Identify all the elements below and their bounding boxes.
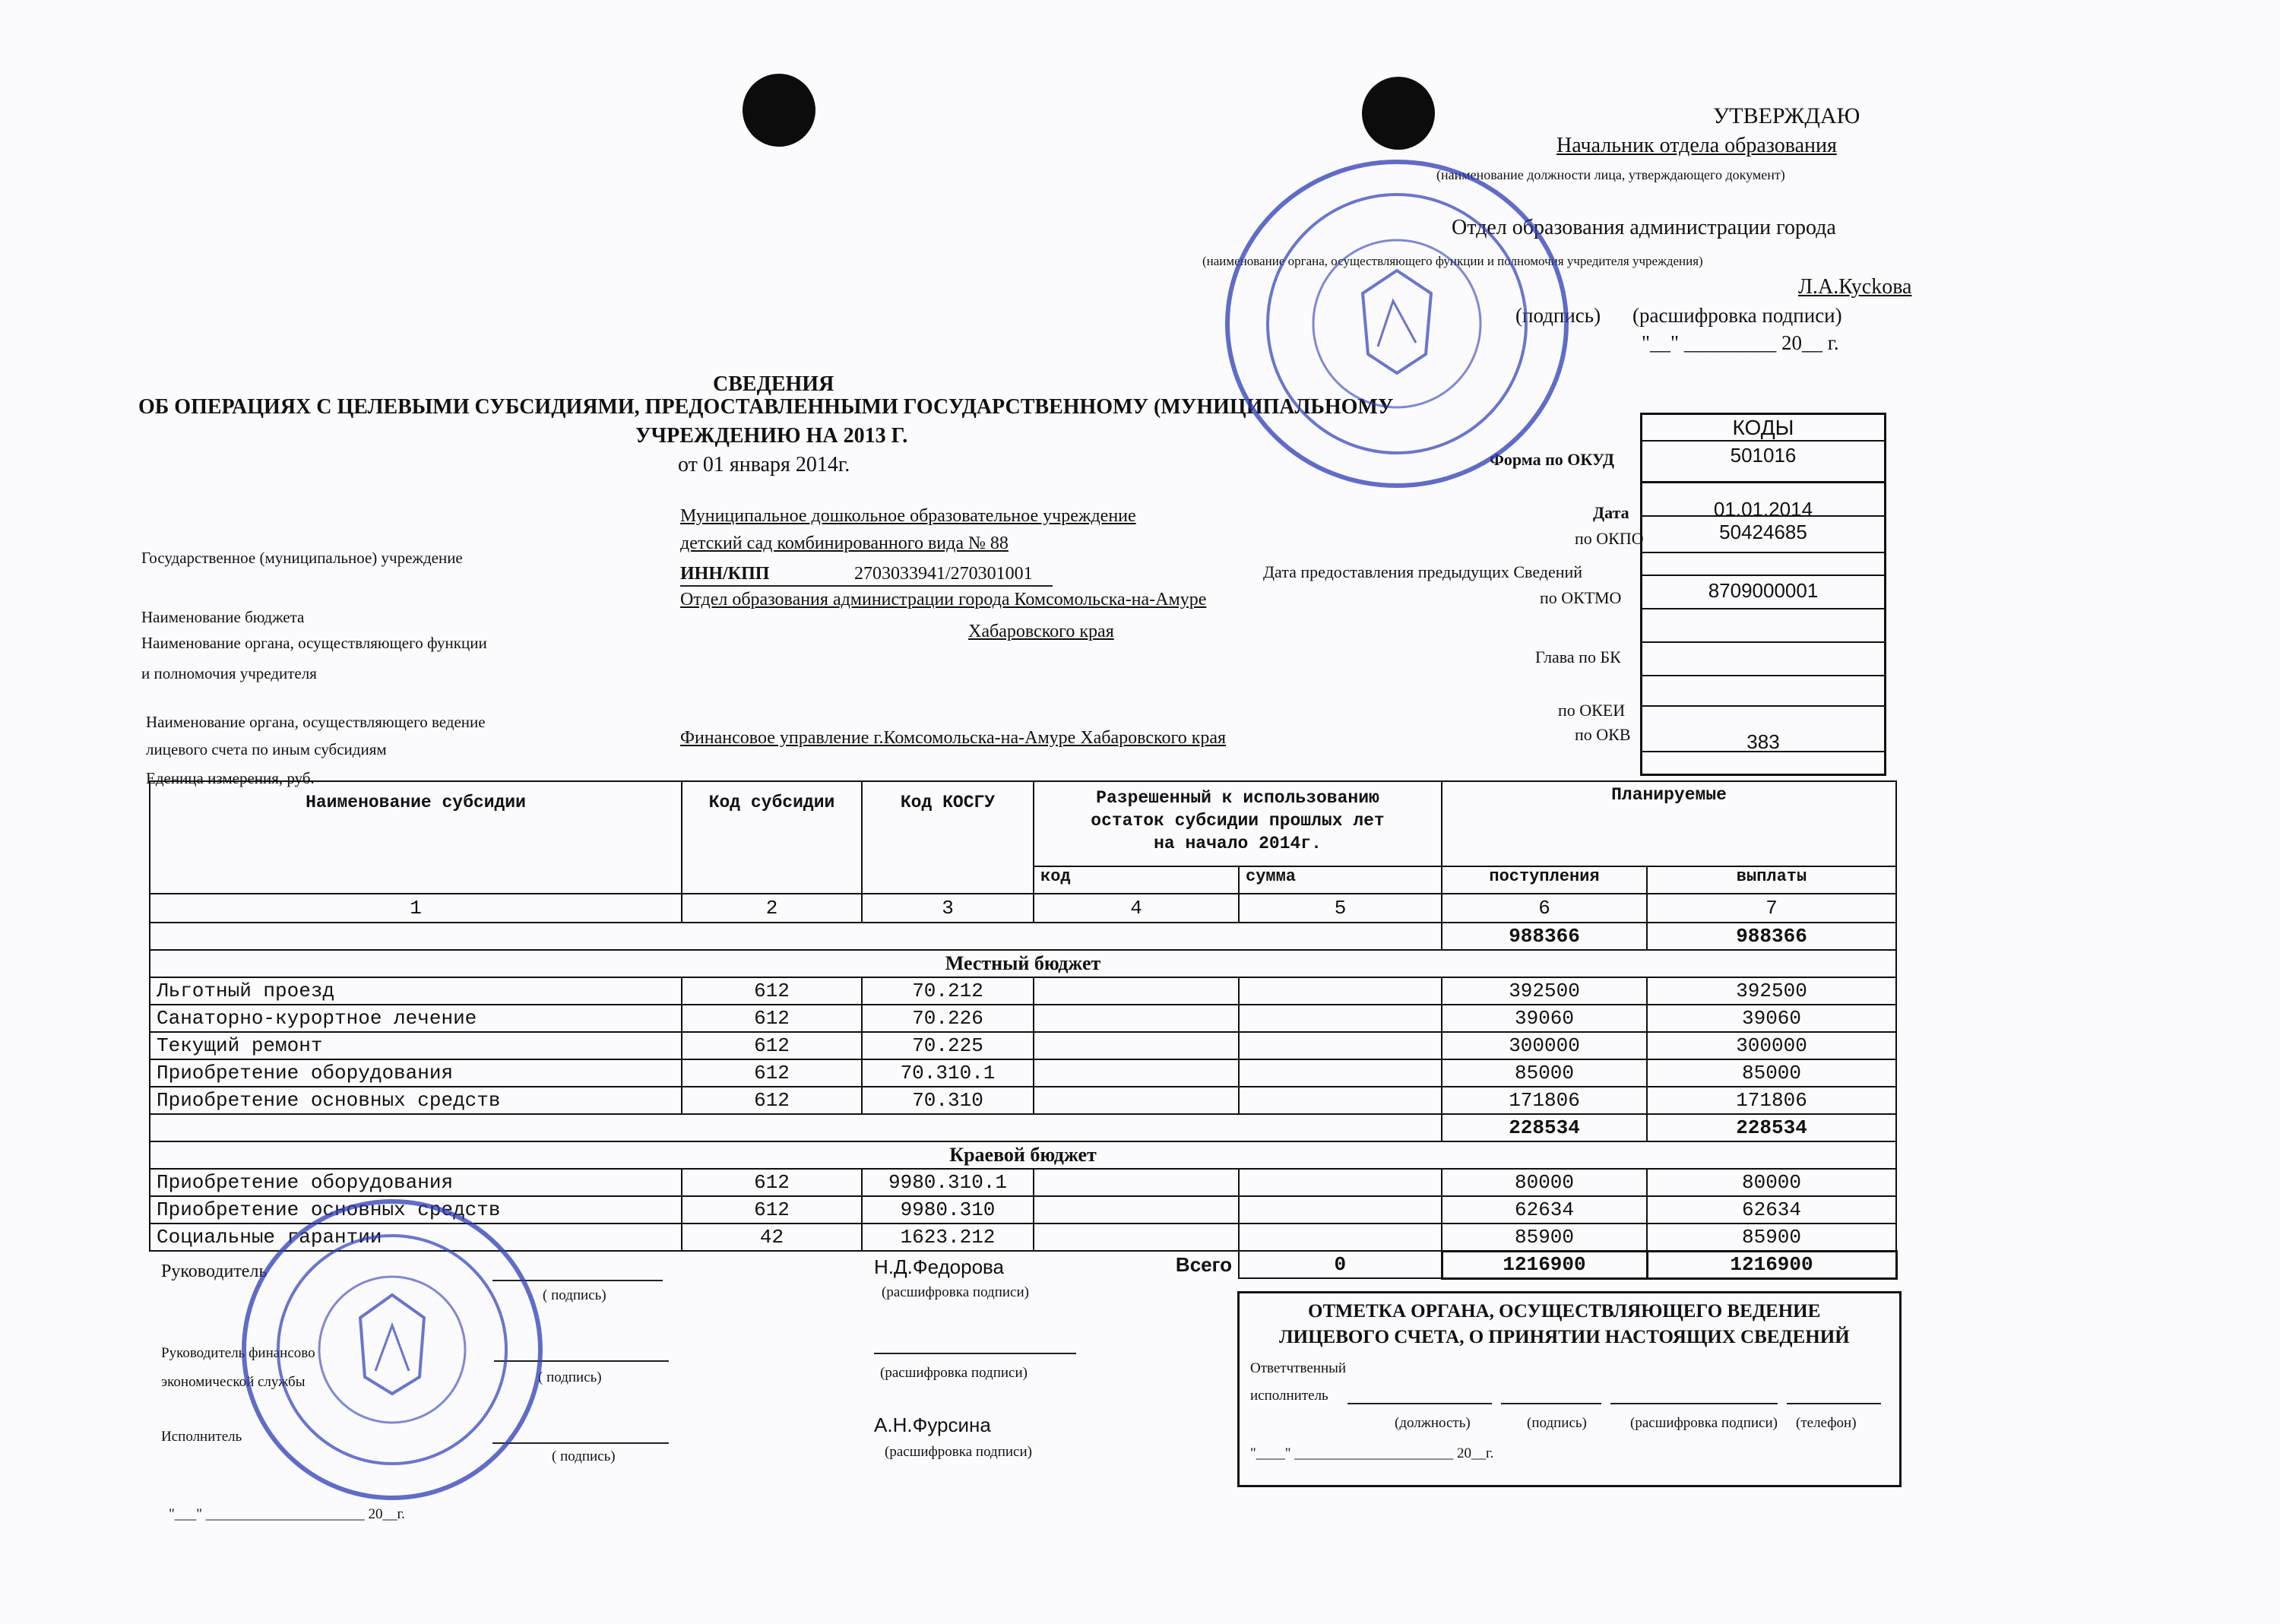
doc-title-line1: СВЕДЕНИЯ xyxy=(713,372,834,396)
row-summa xyxy=(1239,1196,1442,1224)
row-out: 85000 xyxy=(1647,1059,1896,1087)
regional-total-blank xyxy=(150,1114,1442,1141)
approver-position: Начальник отдела образования xyxy=(1556,134,1837,157)
education-dept-stamp xyxy=(1225,160,1569,488)
col-number: 2 xyxy=(682,894,862,923)
account-label-2: лицевого счета по иным субсидиям xyxy=(146,740,387,758)
row-kod xyxy=(1034,1169,1239,1196)
row-kosgu: 70.212 xyxy=(862,977,1034,1005)
inn-value: 2703033941/270301001 xyxy=(854,564,1033,584)
col-number: 1 xyxy=(150,894,682,923)
approver-name: Л.А.Кусkова xyxy=(1798,275,1912,299)
head-name: Н.Д.Федорова xyxy=(874,1255,1005,1278)
fin-label-1: Руководитель финансово xyxy=(161,1345,315,1361)
row-kod xyxy=(1034,1005,1239,1032)
row-summa xyxy=(1239,1169,1442,1196)
col-header-payments: выплаты xyxy=(1647,866,1896,894)
grand-total-out: 1216900 xyxy=(1647,1251,1896,1278)
table-header-row xyxy=(150,781,1896,866)
mark-sign-label: (подпись) xyxy=(1527,1415,1587,1431)
date-label: Дата xyxy=(1593,503,1629,522)
col-header-planned: Планируемые xyxy=(1442,781,1896,866)
approver-organ: Отдел образования администрации города xyxy=(1452,216,1836,239)
col-header-code: Код субсидии xyxy=(682,781,862,894)
inn-label: ИНН/КПП xyxy=(680,564,770,584)
fin-decode-label: (расшифровка подписи) xyxy=(880,1365,1028,1381)
row-kod xyxy=(1034,1059,1239,1087)
mark-phone-line xyxy=(1787,1403,1881,1404)
row-in: 171806 xyxy=(1442,1087,1647,1114)
row-kod xyxy=(1034,1224,1239,1251)
row-out: 85900 xyxy=(1647,1224,1896,1251)
approve-date-line: "__" _________ 20__ г. xyxy=(1642,331,1839,354)
row-out: 62634 xyxy=(1647,1196,1896,1224)
col-number: 4 xyxy=(1034,894,1239,923)
row-kosgu: 1623.212 xyxy=(862,1224,1034,1251)
account-mark-box xyxy=(1237,1291,1902,1487)
mark-date-line: "____" ______________________ 20__г. xyxy=(1250,1445,1494,1461)
kindergarten-stamp-icon xyxy=(246,1204,538,1496)
col-header-summa: сумма xyxy=(1239,866,1442,894)
prev-date-label: Дата предоставления предыдущих Сведений xyxy=(1263,562,1583,581)
head-sign-label: ( подпись) xyxy=(543,1287,606,1303)
codes-empty-row xyxy=(1642,609,1884,643)
row-name: Приобретение оборудования xyxy=(150,1059,682,1087)
col-header-name: Наименование субсидии xyxy=(150,781,682,894)
fin-sign-label: ( подпись) xyxy=(538,1369,602,1385)
budget-label: Наименование бюджета xyxy=(141,608,305,626)
unit-label: Еденица измерения, руб. xyxy=(146,769,315,787)
row-code: 612 xyxy=(682,1059,862,1087)
row-in: 85900 xyxy=(1442,1224,1647,1251)
mark-position-line xyxy=(1347,1403,1492,1404)
head-label: Руководитель xyxy=(161,1262,268,1281)
doc-date: от 01 января 2014г. xyxy=(678,453,850,476)
punch-hole-left xyxy=(743,74,815,147)
education-dept-stamp-icon xyxy=(1230,164,1564,483)
table-row xyxy=(150,1032,1896,1059)
founder-name-line2: Хабаровского края xyxy=(968,622,1114,641)
row-kosgu: 70.226 xyxy=(862,1005,1034,1032)
table-row xyxy=(150,977,1896,1005)
row-code: 612 xyxy=(682,1169,862,1196)
row-kosgu: 9980.310 xyxy=(862,1196,1034,1224)
local-section-row xyxy=(150,950,1896,977)
row-in: 62634 xyxy=(1442,1196,1647,1224)
row-summa xyxy=(1239,1224,1442,1251)
local-total-out: 988366 xyxy=(1647,923,1896,950)
grand-total-remain: 0 xyxy=(1239,1251,1442,1278)
row-in: 392500 xyxy=(1442,977,1647,1005)
table-row xyxy=(150,1169,1896,1196)
regional-section-title: Краевой бюджет xyxy=(150,1141,1896,1169)
oktmo-label: по ОКТМО xyxy=(1540,588,1622,607)
institution-name-line1: Муниципальное дошкольное образовательное учреждение xyxy=(680,506,1136,526)
local-section-title: Местный бюджет xyxy=(150,950,1896,977)
row-out: 171806 xyxy=(1647,1087,1896,1114)
okei-value: 383 xyxy=(1642,707,1884,752)
table-row xyxy=(150,1059,1896,1087)
row-out: 300000 xyxy=(1647,1032,1896,1059)
approver-signature-label: (подпись) xyxy=(1515,304,1601,327)
founder-label-2: и полномочия учредителя xyxy=(141,664,317,682)
col-header-remainder xyxy=(1034,781,1442,866)
row-code: 612 xyxy=(682,1087,862,1114)
mark-resp-2: исполнитель xyxy=(1250,1388,1328,1404)
row-kod xyxy=(1034,977,1239,1005)
prev-date-value xyxy=(1642,553,1884,576)
doc-title-line3: УЧРЕЖДЕНИЮ НА 2013 Г. xyxy=(635,424,908,448)
table-row xyxy=(150,1087,1896,1114)
row-out: 80000 xyxy=(1647,1169,1896,1196)
regional-section-row xyxy=(150,1141,1896,1169)
local-total-in: 988366 xyxy=(1442,923,1647,950)
oktmo-value: 8709000001 xyxy=(1642,576,1884,609)
mark-title-2: ЛИЦЕВОГО СЧЕТА, О ПРИНЯТИИ НАСТОЯЩИХ СВЕДЕНИЙ xyxy=(1279,1327,1850,1347)
row-name: Санаторно-курортное лечение xyxy=(150,1005,682,1032)
row-name: Текущий ремонт xyxy=(150,1032,682,1059)
codes-header: КОДЫ xyxy=(1642,415,1884,442)
date-value: 01.01.2014 xyxy=(1642,483,1884,517)
mark-decode-line xyxy=(1610,1403,1778,1404)
row-out: 392500 xyxy=(1647,977,1896,1005)
row-code: 612 xyxy=(682,1196,862,1224)
row-summa xyxy=(1239,1087,1442,1114)
founder-label-1: Наименование органа, осуществляющего функции xyxy=(141,634,487,652)
row-kosgu: 9980.310.1 xyxy=(862,1169,1034,1196)
row-kod xyxy=(1034,1087,1239,1114)
exec-sign-label: ( подпись) xyxy=(552,1448,616,1464)
institution-label: Государственное (муниципальное) учреждение xyxy=(141,549,463,567)
row-name: Льготный проезд xyxy=(150,977,682,1005)
doc-title-line2: ОБ ОПЕРАЦИЯХ С ЦЕЛЕВЫМИ СУБСИДИЯМИ, ПРЕДОСТАВЛЕННЫМИ ГОСУДАРСТВЕННОМУ (МУНИЦИПАЛЬНОМУ xyxy=(138,395,1394,419)
founder-name-line1: Отдел образования администрации города Комсомольска-на-Амуре xyxy=(680,590,1207,609)
codes-empty-row-2 xyxy=(1642,676,1884,707)
row-code: 612 xyxy=(682,977,862,1005)
row-name: Приобретение оборудования xyxy=(150,1169,682,1196)
okud-value: 501016 xyxy=(1642,442,1884,483)
kindergarten-stamp xyxy=(242,1199,543,1500)
okud-label: Форма по ОКУД xyxy=(1490,450,1614,469)
col-number: 3 xyxy=(862,894,1034,923)
approver-decode-label: (расшифровка подписи) xyxy=(1632,304,1842,327)
okpo-label: по ОКПО xyxy=(1575,529,1644,548)
mark-phone-label: (телефон) xyxy=(1796,1415,1857,1431)
head-decode-label: (расшифровка подписи) xyxy=(882,1284,1029,1300)
row-name: Приобретение основных средств xyxy=(150,1087,682,1114)
okv-value xyxy=(1642,752,1884,774)
col-number: 6 xyxy=(1442,894,1647,923)
row-kosgu: 70.310 xyxy=(862,1087,1034,1114)
signatures-date-line: "___" ______________________ 20__г. xyxy=(169,1506,405,1522)
remainder-line-3: на начало 2014г. xyxy=(1154,834,1322,853)
row-in: 300000 xyxy=(1442,1032,1647,1059)
col-header-receipts: поступления xyxy=(1442,866,1647,894)
institution-name-line2: детский сад комбинированного вида № 88 xyxy=(680,533,1009,553)
row-kosgu: 70.310.1 xyxy=(862,1059,1034,1087)
inn-underline xyxy=(680,585,1053,587)
row-summa xyxy=(1239,977,1442,1005)
row-kod xyxy=(1034,1032,1239,1059)
mark-title-1: ОТМЕТКА ОРГАНА, ОСУЩЕСТВЛЯЮЩЕГО ВЕДЕНИЕ xyxy=(1308,1301,1821,1322)
glava-value xyxy=(1642,643,1884,676)
mark-sign-line xyxy=(1501,1403,1601,1404)
remainder-line-1: Разрешенный к использованию xyxy=(1096,788,1379,808)
row-kod xyxy=(1034,1196,1239,1224)
okei-label: по ОКЕИ xyxy=(1558,701,1626,720)
grand-total-in: 1216900 xyxy=(1442,1251,1647,1278)
mark-resp-1: Ответчтвенный xyxy=(1250,1360,1347,1376)
exec-decode-label: (расшифровка подписи) xyxy=(885,1444,1032,1460)
row-summa xyxy=(1239,1032,1442,1059)
punch-hole-right xyxy=(1362,77,1435,150)
mark-decode-label: (расшифровка подписи) xyxy=(1630,1415,1778,1431)
row-kosgu: 70.225 xyxy=(862,1032,1034,1059)
col-header-kod: код xyxy=(1034,866,1239,894)
approver-position-note: (наименование должности лица, утверждающего документ) xyxy=(1436,167,1785,182)
exec-name: А.Н.Фурсина xyxy=(874,1413,991,1436)
mark-position-label: (должность) xyxy=(1395,1415,1471,1431)
row-code: 612 xyxy=(682,1005,862,1032)
regional-total-row xyxy=(150,1114,1896,1141)
approve-heading: УТВЕРЖДАЮ xyxy=(1713,103,1860,128)
account-label-1: Наименование органа, осуществляющего ведение xyxy=(146,713,486,731)
okv-label: по ОКВ xyxy=(1575,725,1631,744)
row-in: 85000 xyxy=(1442,1059,1647,1087)
column-number-row xyxy=(150,894,1896,923)
codes-box xyxy=(1640,413,1886,776)
local-total-row xyxy=(150,923,1896,950)
regional-total-in: 228534 xyxy=(1442,1114,1647,1141)
local-total-blank xyxy=(150,923,1442,950)
fin-label-2: экономической службы xyxy=(161,1374,306,1390)
exec-label: Исполнитель xyxy=(161,1429,242,1445)
row-out: 39060 xyxy=(1647,1005,1896,1032)
row-in: 39060 xyxy=(1442,1005,1647,1032)
approver-organ-note: (наименование органа, осуществляющего функции и полномочия учредителя учреждения) xyxy=(1202,254,1703,268)
col-header-kosgu: Код КОСГУ xyxy=(862,781,1034,894)
row-summa xyxy=(1239,1059,1442,1087)
grand-total-label: Всего xyxy=(1175,1253,1232,1276)
row-in: 80000 xyxy=(1442,1169,1647,1196)
col-number: 7 xyxy=(1647,894,1896,923)
account-organ-name: Финансовое управление г.Комсомольска-на-Амуре Хабаровского края xyxy=(680,728,1227,748)
row-code: 612 xyxy=(682,1032,862,1059)
remainder-line-2: остаток субсидии прошлых лет xyxy=(1091,811,1385,831)
table-row xyxy=(150,1005,1896,1032)
regional-total-out: 228534 xyxy=(1647,1114,1896,1141)
okpo-value: 50424685 xyxy=(1642,517,1884,553)
row-name: Приобретение основных средств xyxy=(150,1196,682,1224)
row-summa xyxy=(1239,1005,1442,1032)
row-name: Социальные гарантии xyxy=(150,1224,682,1251)
row-code: 42 xyxy=(682,1224,862,1251)
glava-label: Глава по БК xyxy=(1535,647,1621,666)
fin-decode-line xyxy=(874,1353,1076,1354)
col-number: 5 xyxy=(1239,894,1442,923)
